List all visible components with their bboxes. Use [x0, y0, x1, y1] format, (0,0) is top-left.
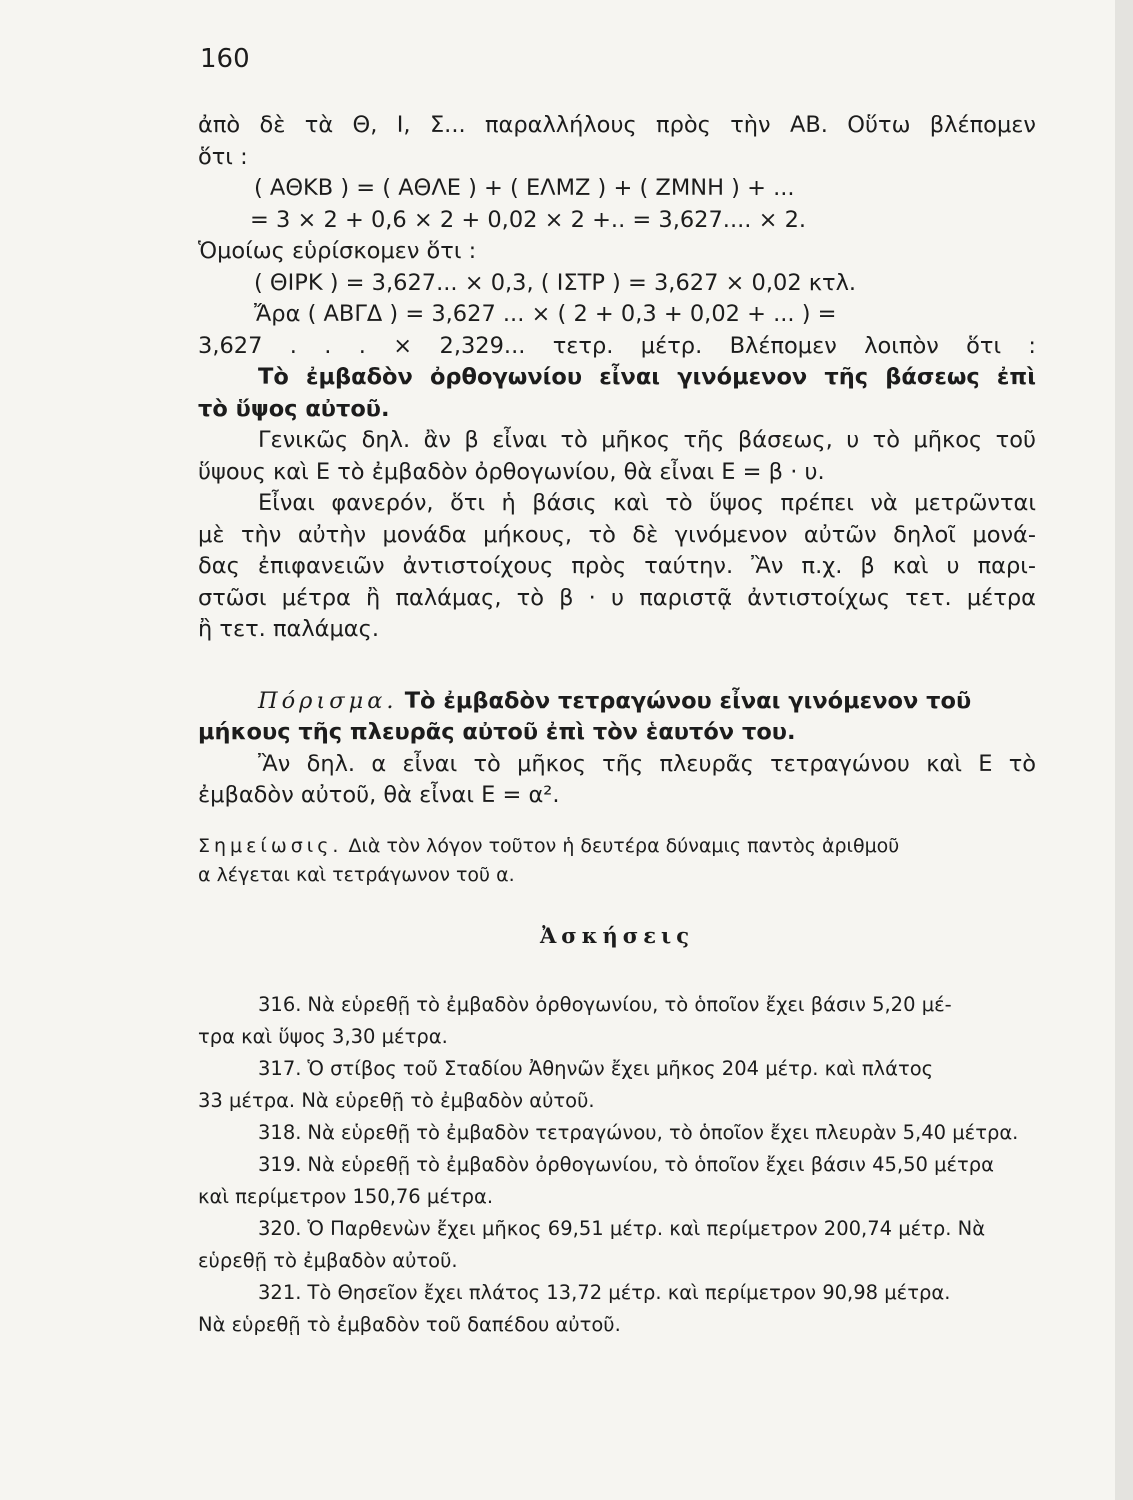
note-text: α λέγεται καὶ τετράγωνον τοῦ α.: [198, 863, 515, 886]
exercise-number: 319.: [258, 1153, 302, 1176]
equation-line: ( ΘΙΡΚ ) = 3,627... × 0,3, ( ΙΣΤΡ ) = 3,627 × 0,02 κτλ.: [254, 269, 857, 296]
exercises-heading: Ἀσκήσεις: [540, 922, 694, 948]
text-line: ὅτι :: [198, 143, 248, 170]
exercise-number: 317.: [258, 1057, 302, 1080]
exercise-text: 33 μέτρα. Νὰ εὑρεθῇ τὸ ἐμβαδὸν αὐτοῦ.: [198, 1089, 595, 1112]
equation-line: Ἄρα ( ΑΒΓΔ ) = 3,627 ... × ( 2 + 0,3 + 0,02 + ... ) =: [254, 301, 837, 327]
text-line: ἐμβαδὸν αὐτοῦ, θὰ εἶναι Ε = α².: [198, 782, 560, 808]
equation-line: = 3 × 2 + 0,6 × 2 + 0,02 × 2 +.. = 3,627.... × 2.: [250, 206, 807, 233]
text-line: μὲ τὴν αὐτὴν μονάδα μήκους, τὸ δὲ γινόμενον αὐτῶν δηλοῖ μονά-: [198, 521, 1036, 548]
exercise-text: Νὰ εὑρεθῇ τὸ ἐμβαδὸν ὀρθογωνίου, τὸ ὁποῖον ἔχει βάσιν 45,50 μέτρα: [307, 1153, 995, 1176]
text-line: Ὁμοίως εὑρίσκομεν ὅτι :: [198, 238, 477, 264]
exercise-number: 316.: [258, 993, 302, 1016]
exercise-text: καὶ περίμετρον 150,76 μέτρα.: [198, 1185, 494, 1208]
exercise-number: 320.: [258, 1217, 302, 1240]
exercise-text: Νὰ εὑρεθῇ τὸ ἐμβαδὸν ὀρθογωνίου, τὸ ὁποῖον ἔχει βάσιν 5,20 μέ-: [307, 993, 952, 1016]
text-line: ἢ τετ. παλάμας.: [198, 616, 379, 642]
text-line: ὕψους καὶ Ε τὸ ἐμβαδὸν ὀρθογωνίου, θὰ εἶναι Ε = β · υ.: [198, 458, 825, 485]
corollary-label: Πόρισμα.: [258, 687, 398, 714]
exercise-text: εὑρεθῇ τὸ ἐμβαδὸν αὐτοῦ.: [198, 1249, 458, 1272]
text-line: 3,627 . . . × 2,329... τετρ. μέτρ. Βλέπομεν λοιπὸν ὅτι :: [198, 332, 1036, 359]
exercise-text: Νὰ εὑρεθῇ τὸ ἐμβαδὸν τετραγώνου, τὸ ὁποῖον ἔχει πλευρὰν 5,40 μέτρα.: [307, 1121, 1019, 1144]
page-edge-shadow: [1115, 0, 1133, 1500]
exercise-text: Νὰ εὑρεθῇ τὸ ἐμβαδὸν τοῦ δαπέδου αὐτοῦ.: [198, 1313, 621, 1336]
page-number: 160: [200, 44, 250, 74]
exercise-text: τρα καὶ ὕψος 3,30 μέτρα.: [198, 1025, 448, 1048]
exercise-item: [198, 1149, 1036, 1213]
exercise-item: [198, 1053, 1036, 1117]
exercise-text: Ὁ στίβος τοῦ Σταδίου Ἀθηνῶν ἔχει μῆκος 204 μέτρ. καὶ πλάτος: [307, 1057, 934, 1080]
theorem-line: Τὸ ἐμβαδὸν ὀρθογωνίου εἶναι γινόμενον τῆς βάσεως ἐπὶ: [258, 364, 1036, 390]
text-line: Εἶναι φανερόν, ὅτι ἡ βάσις καὶ τὸ ὕψος πρέπει νὰ μετρῶνται: [258, 490, 1036, 516]
text-line: δας ἐπιφανειῶν ἀντιστοίχους πρὸς ταύτην. Ἂν π.χ. β καὶ υ παρι-: [198, 553, 1036, 579]
exercise-number: 318.: [258, 1121, 302, 1144]
exercise-text: Τὸ Θησεῖον ἔχει πλάτος 13,72 μέτρ. καὶ περίμετρον 90,98 μέτρα.: [307, 1281, 951, 1304]
equation-line: ( ΑΘΚΒ ) = ( ΑΘΛΕ ) + ( ΕΛΜΖ ) + ( ΖΜΝΗ ) + ...: [254, 175, 795, 201]
corollary-text: Τὸ ἐμβαδὸν τετραγώνου εἶναι γινόμενον τοῦ: [404, 687, 972, 714]
text-line: στῶσι μέτρα ἢ παλάμας, τὸ β · υ παριστᾷ ἀντιστοίχως τετ. μέτρα: [198, 584, 1036, 611]
corollary-line: μήκους τῆς πλευρᾶς αὐτοῦ ἐπὶ τὸν ἑαυτόν του.: [198, 719, 796, 745]
exercise-item: [198, 989, 1036, 1053]
exercise-number: 321.: [258, 1281, 302, 1304]
exercise-list: [198, 989, 1036, 1341]
text-line: Γενικῶς δηλ. ἂν β εἶναι τὸ μῆκος τῆς βάσεως, υ τὸ μῆκος τοῦ: [258, 427, 1036, 453]
theorem-line: τὸ ὕψος αὐτοῦ.: [198, 395, 390, 422]
exercise-item: [198, 1117, 1036, 1149]
text-line: Ἂν δηλ. α εἶναι τὸ μῆκος τῆς πλευρᾶς τετραγώνου καὶ Ε τὸ: [258, 750, 1036, 777]
note-text: Διὰ τὸν λόγον τοῦτον ἡ δευτέρα δύναμις παντὸς ἀριθμοῦ: [348, 834, 900, 857]
exercise-item: [198, 1277, 1036, 1341]
corollary-line: [198, 686, 1036, 718]
page-body: [198, 110, 1036, 1341]
note: [198, 832, 1036, 890]
text-line: ἀπὸ δὲ τὰ Θ, Ι, Σ... παραλλήλους πρὸς τὴν ΑΒ. Οὕτω βλέπομεν: [198, 112, 1036, 138]
exercise-text: Ὁ Παρθενὼν ἔχει μῆκος 69,51 μέτρ. καὶ περίμετρον 200,74 μέτρ. Νὰ: [307, 1217, 986, 1240]
exercise-item: [198, 1213, 1036, 1277]
note-label: Σημείωσις.: [198, 834, 343, 857]
